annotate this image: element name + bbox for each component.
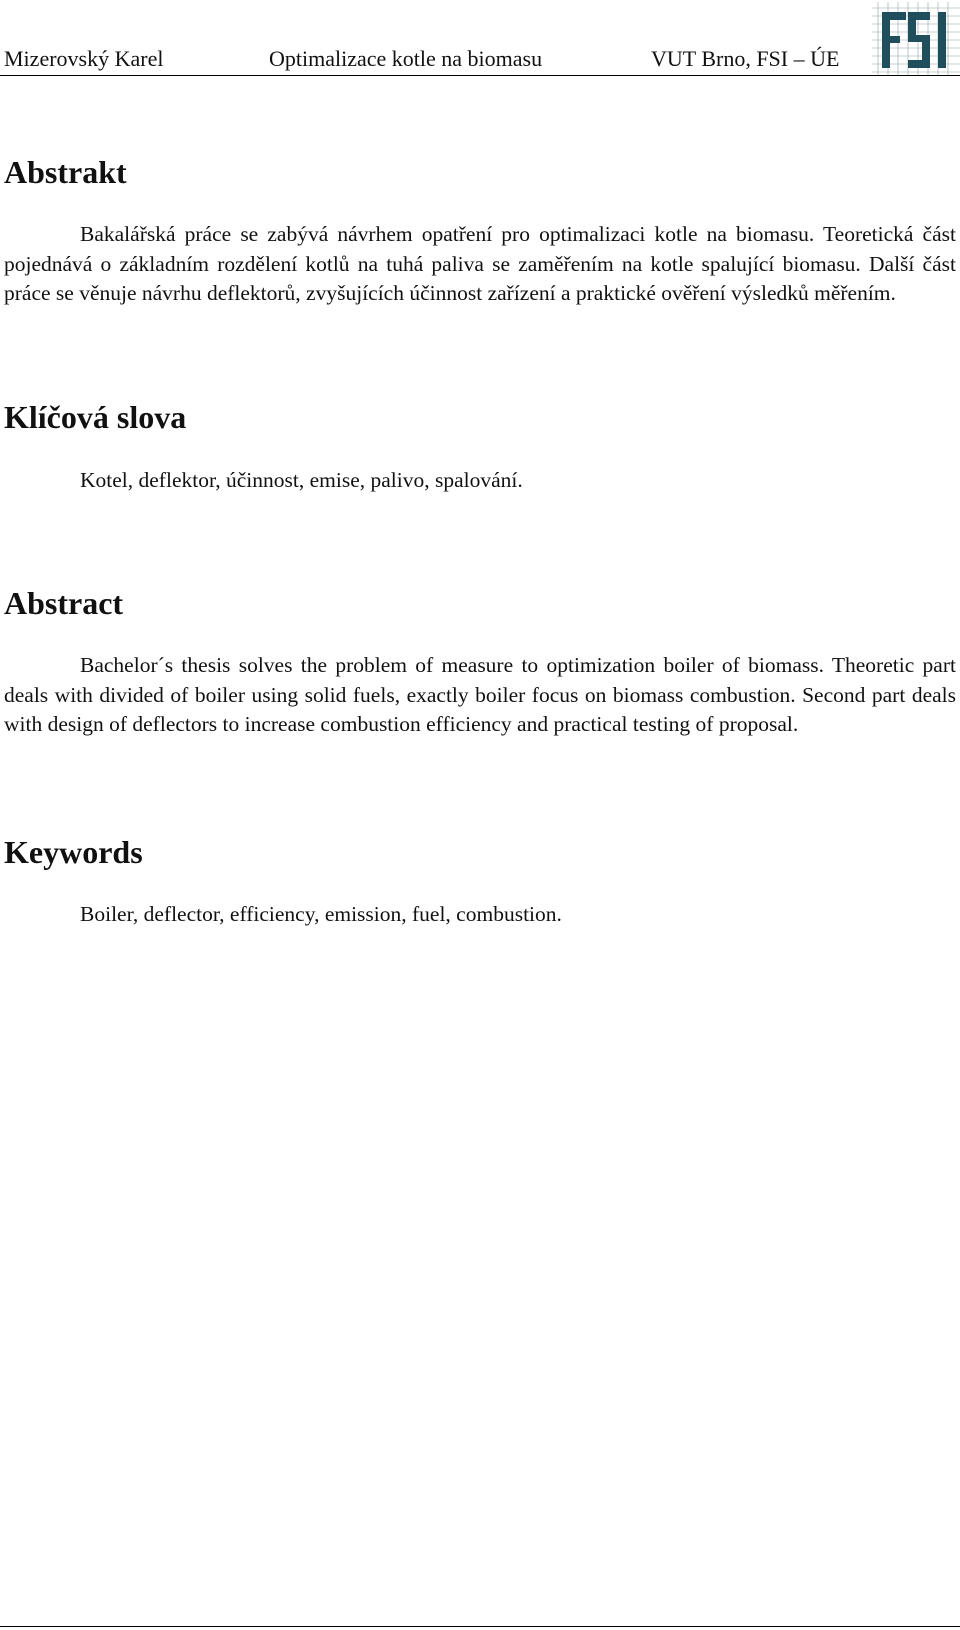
footer-divider: [0, 1626, 960, 1627]
heading-keywords: Keywords: [4, 834, 143, 870]
header-author: Mizerovský Karel: [4, 46, 164, 71]
heading-klicova-slova: Klíčová slova: [4, 399, 187, 435]
keywords-czech: Kotel, deflektor, účinnost, emise, palivo, spalování.: [80, 468, 523, 492]
header-divider: [0, 75, 960, 76]
header-title: Optimalizace kotle na biomasu: [269, 46, 543, 71]
keywords-english: Boiler, deflector, efficiency, emission, fuel, combustion.: [80, 902, 562, 926]
paragraph-abstract: Bachelor´s thesis solves the problem of measure to optimization boiler of biomass. Theoretic part deals with divided of boiler using solid fuels, exactly boiler focus on biomass combustion. Second part deals with design of deflectors to increase combustion efficiency and practical testing of proposal.: [4, 653, 956, 737]
heading-abstrakt: Abstrakt: [4, 154, 127, 190]
header-institution: VUT Brno, FSI – ÚE: [651, 46, 840, 71]
page-header: [0, 0, 960, 78]
heading-abstract: Abstract: [4, 585, 124, 621]
fsi-logo-icon: [872, 2, 960, 76]
paragraph-abstrakt: Bakalářská práce se zabývá návrhem opatření pro optimalizaci kotle na biomasu. Teoretická část pojednává o základním rozdělení kotlů na tuhá paliva se zaměřením na kotle spalující biomasu. Další část práce se věnuje návrhu deflektorů, zvyšujících účinnost zařízení a praktické ověření výsledků měřením.: [4, 222, 956, 306]
